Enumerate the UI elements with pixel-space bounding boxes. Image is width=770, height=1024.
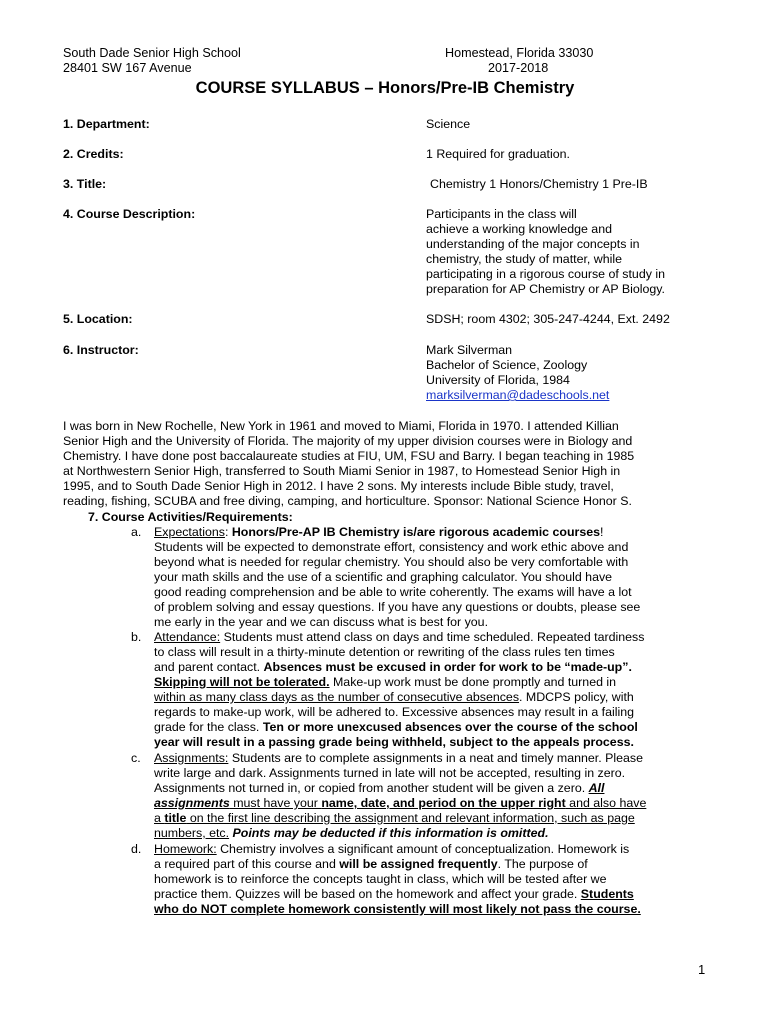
item-letter: d.	[131, 842, 142, 856]
description-line: participating in a rigorous course of study in	[426, 267, 665, 281]
instructor-row	[63, 343, 723, 402]
school-city: Homestead, Florida 33030	[445, 46, 594, 60]
credits-row	[63, 147, 723, 162]
attendance-text: Make-up work must be done promptly and turned in	[329, 675, 617, 689]
unexcused-warning-cont: year will result in a passing grade being withheld, subject to the appeals process.	[154, 735, 634, 749]
instructor-info	[426, 343, 726, 403]
assignments-text: numbers, etc.	[154, 826, 230, 840]
attendance-text: Students must attend class on days and time scheduled. Repeated tardiness	[220, 630, 645, 644]
location-label: 5. Location:	[63, 312, 133, 326]
description-line: achieve a working knowledge and	[426, 222, 612, 236]
bio-line: 1995, and to South Dade Senior High in 2012. I have 2 sons. My interests include Bible study, travel,	[63, 479, 614, 493]
homework-line: homework is to reinforce the concepts taught in class, which will be tested after we	[154, 872, 607, 886]
unexcused-warning: Ten or more unexcused absences over the course of the school	[262, 720, 638, 734]
school-header	[63, 46, 241, 76]
absences-excused: Absences must be excused in order for work to be “made-up”.	[263, 660, 632, 674]
attendance-text: . MDCPS policy, with	[519, 690, 634, 704]
title-requirement: title	[164, 811, 187, 825]
expectations-line: me early in the year and we can discuss what is best for you.	[154, 615, 489, 629]
credits-label: 2. Credits:	[63, 147, 124, 161]
description-line: understanding of the major concepts in	[426, 237, 640, 251]
all-assignments: All	[588, 781, 605, 795]
bio-line: I was born in New Rochelle, New York in 1961 and moved to Miami, Florida in 1970. I attended Killian	[63, 419, 619, 433]
description-line: Participants in the class will	[426, 207, 577, 221]
expectations-body: Expectations: Honors/Pre-AP IB Chemistry is/are rigorous academic courses! Students will be expected to demonstrate effort, consistency and work ethic above and beyond what is needed for regular chemistry. You should also be very comfortable with your math skills and the use of a scientific and graphing calculator. You should have good reading comprehension and be able to write coherently. The exams will have a lot of problem solving and essay questions. If you have any questions or doubts, please see me early in the year and we can discuss what is best for you.	[154, 525, 702, 630]
expectations-exclaim: !	[600, 525, 604, 539]
bio-line: Senior High and the University of Florida. The majority of my upper division courses were in Biology and	[63, 434, 633, 448]
department-value: Science	[426, 117, 471, 131]
department-row	[63, 117, 723, 132]
assignments-text: on the first line describing the assignment and relevant information, such as page	[186, 811, 635, 825]
assignments-text: Assignments not turned in, or copied from another student will be given a zero.	[154, 781, 589, 795]
instructor-label: 6. Instructor:	[63, 343, 139, 357]
expectations-line: of problem solving and essay questions. If you have any questions or doubts, please see	[154, 600, 641, 614]
attendance-heading: Attendance:	[154, 630, 221, 644]
instructor-degree: Bachelor of Science, Zoology	[426, 358, 588, 372]
homework-heading: Homework:	[154, 842, 217, 856]
homework-body	[154, 842, 702, 917]
homework-text: a required part of this course and	[154, 857, 340, 871]
description-text	[426, 207, 726, 297]
assignments-line: write large and dark. Assignments turned in late will not be accepted, resulting in zero.	[154, 766, 626, 780]
attendance-line: to class will result in a thirty-minute detention or rewriting of the class rules ten times	[154, 645, 615, 659]
expectations-line: beyond what is needed for regular chemistry. You should also be very comfortable with	[154, 555, 629, 569]
homework-warning-cont: who do NOT complete homework consistently will most likely not pass the course.	[154, 902, 641, 916]
item-letter: c.	[131, 751, 141, 765]
assignments-body	[154, 751, 702, 841]
homework-text: . The purpose of	[497, 857, 588, 871]
assignments-heading: Assignments:	[154, 751, 229, 765]
location-header	[445, 46, 593, 76]
description-row	[63, 207, 723, 296]
page-title: COURSE SYLLABUS – Honors/Pre-IB Chemistry	[195, 79, 575, 97]
bio-line: Chemistry. I have done post baccalaureate studies at FIU, UM, FSU and Barry. I began teaching in 1985	[63, 449, 635, 463]
credits-value: 1 Required for graduation.	[426, 147, 570, 161]
assignments-text: a	[154, 811, 165, 825]
homework-warning: Students	[580, 887, 634, 901]
page-number: 1	[698, 962, 706, 977]
skipping-warning: Skipping will not be tolerated.	[154, 675, 330, 689]
school-address: 28401 SW 167 Avenue	[63, 61, 192, 75]
expectations-bold: Honors/Pre-AP IB Chemistry is/are rigorous academic courses	[231, 525, 601, 539]
homework-text: practice them. Quizzes will be based on the homework and affect your grade.	[154, 887, 581, 901]
points-deducted: Points may be deducted if this information is omitted.	[229, 826, 549, 840]
name-date-period: name, date, and period on the upper right	[321, 796, 566, 810]
attendance-body	[154, 630, 702, 750]
location-row	[63, 312, 723, 327]
school-name: South Dade Senior High School	[63, 46, 241, 60]
all-assignments-cont: assignments	[154, 796, 230, 810]
location-value: SDSH; room 4302; 305-247-4244, Ext. 2492	[426, 312, 670, 326]
title-label: 3. Title:	[63, 177, 107, 191]
item-letter: b.	[131, 630, 142, 644]
instructor-email-link[interactable]: marksilverman@dadeschools.net	[426, 388, 610, 402]
description-line: chemistry, the study of matter, while	[426, 252, 623, 266]
title-value: Chemistry 1 Honors/Chemistry 1 Pre-IB	[430, 177, 648, 191]
attendance-text: and parent contact.	[154, 660, 264, 674]
makeup-window: within as many class days as the number of consecutive absences	[154, 690, 520, 704]
school-year: 2017-2018	[488, 61, 549, 75]
instructor-name: Mark Silverman	[426, 343, 513, 357]
expectations-line: Students will be expected to demonstrate effort, consistency and work ethic above and	[154, 540, 629, 554]
description-label: 4. Course Description:	[63, 207, 196, 221]
attendance-line: regards to make-up work, will be adhered to. Excessive absences may result in a failing	[154, 705, 635, 719]
assignments-text: must have your	[229, 796, 322, 810]
attendance-text: grade for the class.	[154, 720, 263, 734]
assigned-frequently: will be assigned frequently	[339, 857, 498, 871]
expectations-line: good reading comprehension and be able to write coherently. The exams will have a lot	[154, 585, 632, 599]
expectations-heading: Expectations	[154, 525, 225, 539]
instructor-school: University of Florida, 1984	[426, 373, 570, 387]
activities-heading: 7. Course Activities/Requirements:	[88, 510, 293, 524]
assignments-text: and also have	[565, 796, 647, 810]
homework-text: Chemistry involves a significant amount of conceptualization. Homework is	[216, 842, 630, 856]
instructor-bio	[63, 419, 711, 509]
department-label: 1. Department:	[63, 117, 150, 131]
item-letter: a.	[131, 525, 142, 539]
bio-line: reading, fishing, SCUBA and free diving, camping, and horticulture. Sponsor: National Science Honor S.	[63, 494, 632, 508]
description-line: preparation for AP Chemistry or AP Biology.	[426, 282, 665, 296]
assignments-text: Students are to complete assignments in a neat and timely manner. Please	[228, 751, 644, 765]
bio-line: at Northwestern Senior High, transferred to South Miami Senior in 1987, to Homestead Senior High in	[63, 464, 621, 478]
title-row	[63, 177, 723, 192]
expectations-line: your math skills and the use of a scientific and graphing calculator. You should have	[154, 570, 613, 584]
